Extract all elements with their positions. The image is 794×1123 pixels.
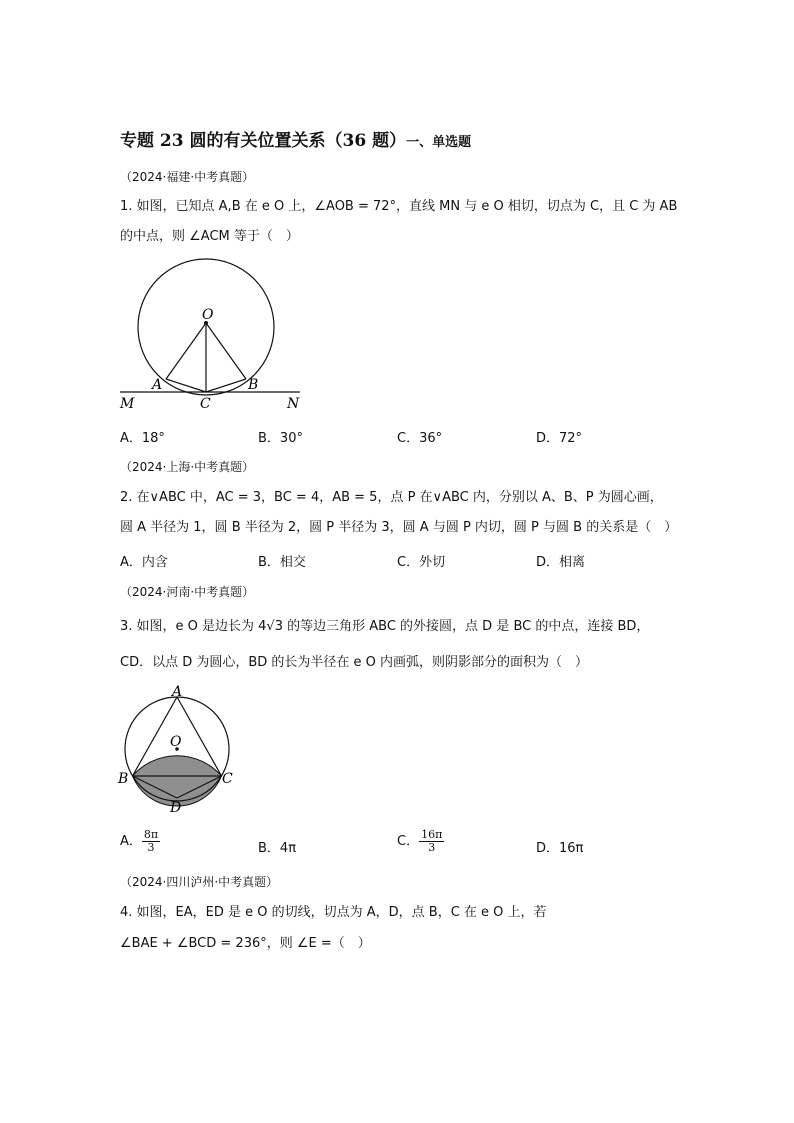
label-b: B [118, 771, 129, 787]
q2-option-c: C．外切 [397, 555, 446, 570]
denominator: 3 [428, 841, 436, 854]
q1-figure [112, 255, 312, 415]
q4-text-line2: ∠BAE + ∠BCD = 236°，则 ∠E =（ ） [120, 936, 371, 951]
q3-option-c-letter: C． [397, 834, 420, 849]
title-main: 专题 23 圆的有关位置关系（36 题） [120, 131, 407, 151]
shaded-region [133, 756, 222, 806]
q3-text-line1: 3. 如图，e O 是边长为 4√3 的等边三角形 ABC 的外接圆，点 D 是 BC 的中点，连接 BD， [120, 619, 650, 634]
q1-option-c: C．36° [397, 431, 443, 446]
label-a: A [172, 684, 183, 700]
q1-option-d: D．72° [536, 431, 583, 446]
label-o: O [170, 734, 182, 750]
fraction [142, 829, 160, 854]
label-c: C [200, 396, 211, 412]
q1-text-line2: 的中点，则 ∠ACM 等于（ ） [120, 229, 299, 244]
q3-figure [112, 682, 242, 817]
label-b: B [248, 377, 259, 393]
q2-option-d: D．相离 [536, 555, 586, 570]
q4-source: （2024·四川泸州·中考真题） [120, 875, 279, 889]
label-o: O [202, 307, 214, 323]
q4-text-line1: 4. 如图，EA，ED 是 e O 的切线，切点为 A，D，点 B，C 在 e O 上，若 [120, 905, 547, 920]
section-heading: 一、单选题 [406, 135, 472, 150]
segment-ob [206, 323, 246, 379]
q3-option-b-value: 4π [279, 841, 297, 856]
q3-option-d-value: 16π [559, 841, 584, 856]
q3-text-line2: CD．以点 D 为圆心，BD 的长为半径在 e O 内画弧，则阴影部分的面积为（ ） [120, 655, 589, 670]
q3-option-d [536, 837, 583, 856]
q3-option-d-letter: D． [536, 841, 560, 856]
q3-option-c [397, 829, 444, 854]
numerator: 16π [421, 828, 443, 841]
fraction [419, 829, 444, 854]
q3-option-b [258, 837, 296, 856]
q2-source: （2024·上海·中考真题） [120, 460, 255, 474]
q3-option-a-letter: A． [120, 834, 142, 849]
q2-option-a: A．内含 [120, 555, 168, 570]
q1-source: （2024·福建·中考真题） [120, 170, 255, 184]
label-a: A [152, 377, 163, 393]
q3-source: （2024·河南·中考真题） [120, 585, 255, 599]
segment-oa [166, 323, 206, 379]
label-m: M [120, 396, 135, 412]
label-n: N [287, 396, 300, 412]
q1-option-b: B．30° [258, 431, 303, 446]
q2-option-b: B．相交 [258, 555, 306, 570]
page-title [120, 126, 471, 151]
q1-option-a: A．18° [120, 431, 165, 446]
q2-text-line1: 2. 在∨ABC 中，AC = 3，BC = 4，AB = 5，点 P 在∨ABC 内，分别以 A、B、P 为圆心画， [120, 490, 663, 505]
numerator: 8π [143, 828, 159, 841]
label-d: D [170, 800, 182, 816]
denominator: 3 [147, 841, 155, 854]
q1-text-line1: 1. 如图，已知点 A,B 在 e O 上，∠AOB = 72°，直线 MN 与 e O 相切，切点为 C，且 C 为 AB [120, 199, 678, 214]
q2-text-line2: 圆 A 半径为 1，圆 B 半径为 2，圆 P 半径为 3，圆 A 与圆 P 内切，圆 P 与圆 B 的关系是（ ） [120, 520, 678, 535]
label-c: C [222, 771, 233, 787]
q3-option-b-letter: B． [258, 841, 280, 856]
q3-option-a [120, 829, 160, 854]
